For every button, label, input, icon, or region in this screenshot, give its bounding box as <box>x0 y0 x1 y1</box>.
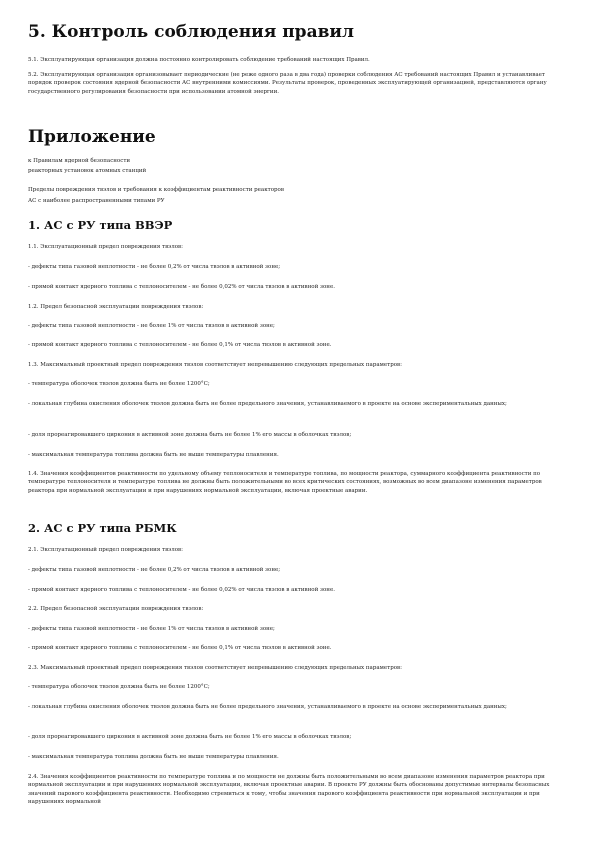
rbmk-paragraph: 2.1. Эксплуатационный предел повреждения твэлов: <box>28 547 184 553</box>
vver-paragraph: - дефекты типа газовой неплотности - не более 1% от числа твэлов в активной зоне; <box>28 323 275 329</box>
vver-paragraph: - максимальная температура топлива должна быть не выше температуры плавления. <box>28 452 279 458</box>
appendix-reference-line-1: к Правилам ядерной безопасности <box>28 158 131 164</box>
rbmk-paragraph: 2.2. Предел безопасной эксплуатации повреждения твэлов: <box>28 606 204 612</box>
vver-paragraph: - локальная глубина окисления оболочек твэлов должна быть не более предельного значения, устанавливаемого в проекте на основе экспериментальных данных; <box>28 401 507 407</box>
vver-section-title: 1. АС с РУ типа ВВЭР <box>28 218 173 232</box>
vver-paragraph: - температура оболочек твэлов должна быть не более 1200°С; <box>28 381 210 387</box>
rbmk-paragraph: - прямой контакт ядерного топлива с теплоносителем - не более 0,02% от числа твэлов в активной зоне. <box>28 587 335 593</box>
rbmk-paragraph: 2.4. Значения коэффициентов реактивности по температуре топлива и по мощности не должны быть положительными во всем диапазоне изменения параметров реактора при нормальной эксплуатации и при нарушениях нормальной эксплуатации, включая проектные аварии. В проекте РУ должны быть обоснованы допустимые интервалы безопасных значений парового коэффициента реактивности. Необходимо стремиться к тому, чтобы значения парового коэффициента реактивности при нормальной эксплуатации и при нарушениях нормальной <box>28 774 550 806</box>
rbmk-paragraph: 2.3. Максимальный проектный предел повреждения твэлов соответствует непревышению следующих предельных параметров: <box>28 665 402 671</box>
section-5-paragraph-2: 5.2. Эксплуатирующая организация организовывает периодические (не реже одного раза в два года) проверки соблюдения АС требований настоящих Правил и устанавливает порядок проверок состояния ядерной безопасности АС внутренними комиссиями. Результаты проверок, проведенных эксплуатирующей организацией, представляются органу государственного регулирования безопасности при использовании атомной энергии. <box>28 72 547 95</box>
rbmk-paragraph: - дефекты типа газовой неплотности - не более 1% от числа твэлов в активной зоне; <box>28 626 275 632</box>
vver-paragraph: - прямой контакт ядерного топлива с теплоносителем - не более 0,02% от числа твэлов в активной зоне. <box>28 284 335 290</box>
vver-paragraph: - прямой контакт ядерного топлива с теплоносителем - не более 0,1% от числа твэлов в активной зоне. <box>28 342 332 348</box>
vver-paragraph: - доля прореагировавшего циркония в активной зоне должна быть не более 1% его массы в оболочках твэлов; <box>28 432 352 438</box>
rbmk-paragraph: - прямой контакт ядерного топлива с теплоносителем - не более 0,1% от числа твэлов в активной зоне. <box>28 645 332 651</box>
appendix-reference-line-2: реакторных установок атомных станций <box>28 168 147 174</box>
rbmk-paragraph: - доля прореагировавшего циркония в активной зоне должна быть не более 1% его массы в оболочках твэлов; <box>28 734 352 740</box>
vver-paragraph: 1.2. Предел безопасной эксплуатации повреждения твэлов: <box>28 304 204 310</box>
appendix-intro-line-1: Пределы повреждения твэлов и требования к коэффициентам реактивности реакторов <box>28 187 284 193</box>
rbmk-paragraph: - локальная глубина окисления оболочек твэлов должна быть не более предельного значения, устанавливаемого в проекте на основе экспериментальных данных; <box>28 704 507 710</box>
section-5-paragraph-1: 5.1. Эксплуатирующая организация должна постоянно контролировать соблюдение требований настоящих Правил. <box>28 57 370 63</box>
rbmk-section-title: 2. АС с РУ типа РБМК <box>28 521 177 535</box>
vver-paragraph: - дефекты типа газовой неплотности - не более 0,2% от числа твэлов в активной зоне; <box>28 264 281 270</box>
rbmk-paragraph: - максимальная температура топлива должна быть не выше температуры плавления. <box>28 754 279 760</box>
rbmk-paragraph: - дефекты типа газовой неплотности - не более 0,2% от числа твэлов в активной зоне; <box>28 567 281 573</box>
section-5-title: 5. Контроль соблюдения правил <box>28 22 354 42</box>
vver-paragraph: 1.4. Значения коэффициентов реактивности по удельному объему теплоносителя и температуре топлива, по мощности реактора, суммарного коэффициента реактивности по температуре теплоносителя и температуре топлива не должны быть положительными во всех критических состояниях, возможных во всем диапазоне изменения параметров реактора при нормальной эксплуатации и при нарушениях нормальной эксплуатации, включая проектные аварии. <box>28 471 542 494</box>
appendix-intro-line-2: АС с наиболее распространенными типами РУ <box>28 198 165 204</box>
vver-paragraph: 1.1. Эксплуатационный предел повреждения твэлов: <box>28 244 184 250</box>
rbmk-paragraph: - температура оболочек твэлов должна быть не более 1200°С; <box>28 684 210 690</box>
appendix-title: Приложение <box>28 127 156 147</box>
vver-paragraph: 1.3. Максимальный проектный предел повреждения твэлов соответствует непревышению следующих предельных параметров: <box>28 362 402 368</box>
